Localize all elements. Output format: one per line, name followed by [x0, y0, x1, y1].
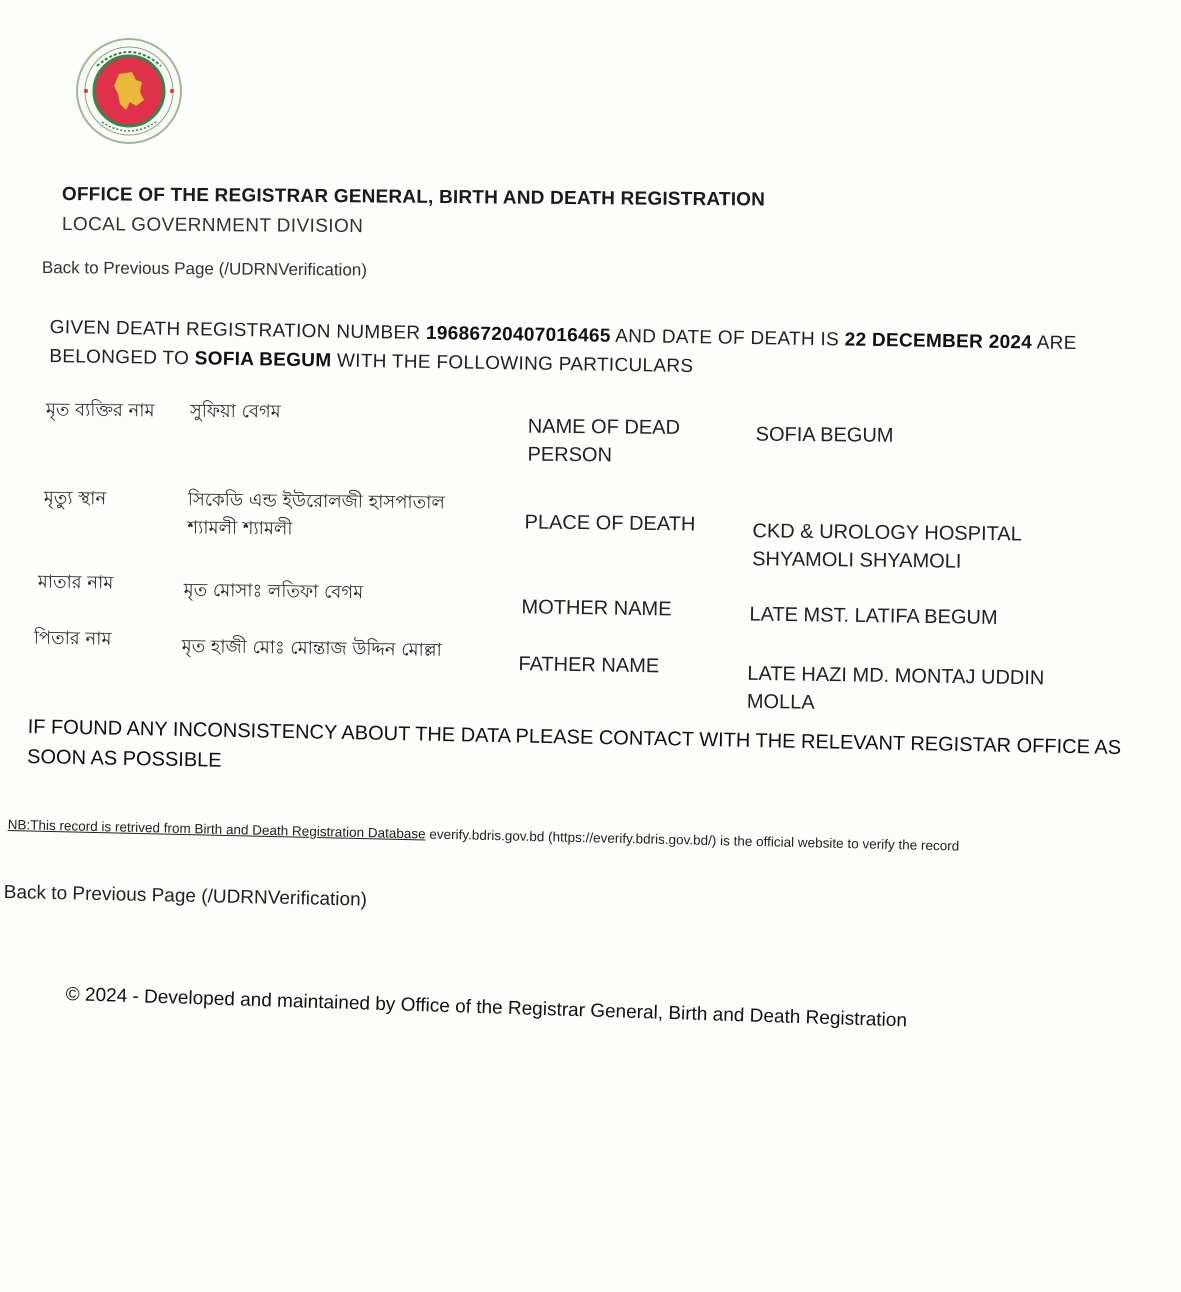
footer-copyright: © 2024 - Developed and maintained by Office of the Registrar General, Birth and Death Registration — [65, 984, 908, 1032]
value-place-of-death: CKD & UROLOGY HOSPITAL SHYAMOLI SHYAMOLI — [752, 520, 1022, 573]
date-of-death: 22 DECEMBER 2024 — [844, 329, 1033, 354]
summary-prefix: GIVEN DEATH REGISTRATION NUMBER — [49, 316, 421, 344]
nb-record-note — [8, 814, 1118, 861]
label-place-of-death: PLACE OF DEATH — [524, 511, 696, 536]
inconsistency-notice: IF FOUND ANY INCONSISTENCY ABOUT THE DATA PLEASE CONTACT WITH THE RELEVANT REGISTAR OFFICE AS SOON AS POSSIBLE — [26, 715, 1122, 772]
registration-number: 19686720407016465 — [425, 322, 611, 347]
value-name-of-dead-person: SOFIA BEGUM — [755, 423, 894, 447]
bn-label-dead-person: মৃত ব্যক্তির নাম — [45, 399, 155, 422]
registration-summary — [49, 313, 1110, 388]
bn-value-place-of-death: সিকেডি এন্ড ইউরোলজী হাসপাতাল শ্যামলী শ্যামলী — [187, 489, 445, 540]
particular-row-name — [0, 396, 1181, 486]
back-to-previous-link-bottom[interactable]: Back to Previous Page (/UDRNVerification) — [3, 882, 368, 911]
summary-middle2: ARE BELONGED TO — [49, 332, 1077, 370]
value-father-name: LATE HAZI MD. MONTAJ UDDIN MOLLA — [746, 662, 1045, 714]
nb-verify-note: everify.bdris.gov.bd (https://everify.bdris.gov.bd/) is the official website to verify the record — [425, 826, 960, 854]
particular-row-place — [0, 484, 1181, 578]
office-subtitle: LOCAL GOVERNMENT DIVISION — [61, 214, 364, 238]
bn-value-mother-name: মৃত মোসাঃ লতিফা বেগম — [183, 579, 364, 604]
government-seal-logo — [72, 36, 186, 146]
label-father-name: FATHER NAME — [518, 653, 660, 678]
summary-middle: AND DATE OF DEATH IS — [615, 325, 840, 351]
summary-suffix: WITH THE FOLLOWING PARTICULARS — [336, 350, 694, 378]
label-name-of-dead-person: NAME OF DEAD PERSON — [527, 415, 681, 467]
bn-label-place-of-death: মৃত্যু স্থান — [43, 487, 107, 510]
office-title: OFFICE OF THE REGISTRAR GENERAL, BIRTH AND DEATH REGISTRATION — [61, 184, 766, 211]
person-name: SOFIA BEGUM — [194, 348, 332, 372]
back-to-previous-link[interactable]: Back to Previous Page (/UDRNVerification) — [41, 258, 368, 280]
bn-value-dead-person: সুফিয়া বেগম — [189, 400, 281, 423]
value-mother-name: LATE MST. LATIFA BEGUM — [749, 603, 998, 629]
label-mother-name: MOTHER NAME — [521, 596, 672, 621]
bn-label-father-name: পিতার নাম — [33, 627, 112, 650]
bn-label-mother-name: মাতার নাম — [37, 571, 114, 594]
bn-value-father-name: মৃত হাজী মোঃ মোন্তাজ উদ্দিন মোল্লা — [181, 635, 442, 661]
nb-database-note[interactable]: NB:This record is retrived from Birth and Death Registration Database — [7, 816, 426, 842]
